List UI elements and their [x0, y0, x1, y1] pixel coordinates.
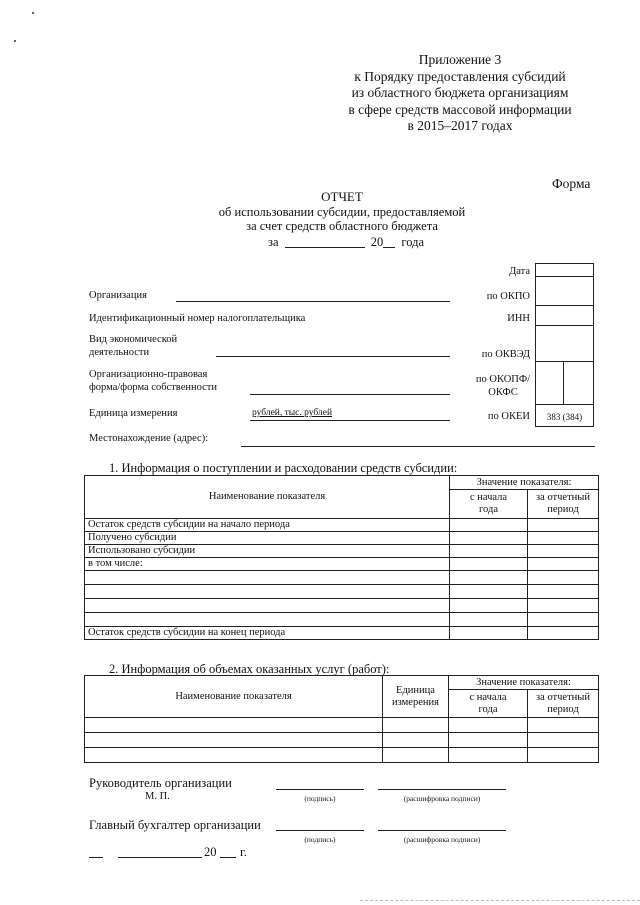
appendix-line: из областного бюджета организациям — [351, 85, 569, 100]
unit-label: Единица измерения — [89, 408, 178, 419]
forma-label: Форма — [552, 176, 591, 191]
table-cell[interactable] — [528, 532, 599, 545]
sign-caption: (подпись) — [304, 835, 336, 844]
scan-speck — [14, 40, 16, 42]
accountant-decode-field[interactable] — [378, 830, 506, 831]
date-month-field[interactable] — [118, 857, 202, 858]
activity-label: Вид экономической деятельности — [89, 334, 178, 358]
s1-col-start: с начала года — [450, 490, 528, 519]
table-cell[interactable] — [528, 613, 599, 627]
date-day-field[interactable] — [89, 857, 103, 858]
table-cell[interactable] — [450, 571, 528, 585]
decode-caption: (расшифровка подписи) — [403, 794, 481, 803]
section2-title: 2. Информация об объемах оказанных услуг (работ): — [109, 662, 390, 676]
s2-col-start: с начала года — [449, 690, 528, 718]
table-cell[interactable] — [449, 748, 528, 763]
codes-divider — [535, 404, 594, 405]
decode-caption: (расшифровка подписи) — [403, 835, 481, 844]
table-cell[interactable] — [528, 627, 599, 640]
report-title-block — [182, 190, 502, 234]
accountant-label: Главный бухгалтер организации — [89, 818, 261, 832]
table-cell[interactable] — [450, 519, 528, 532]
report-period — [268, 235, 468, 250]
date-year-field[interactable] — [220, 857, 236, 858]
table-cell[interactable] — [450, 599, 528, 613]
period-year-suffix: года — [401, 235, 424, 249]
table-row: Остаток средств субсидии на начало периода — [85, 519, 450, 532]
inn-label: Идентификационный номер налогоплательщика — [89, 313, 306, 324]
unit-value: рублей, тыс. рублей — [252, 408, 333, 418]
codes-box — [535, 263, 594, 427]
appendix-line: в сфере средств массовой информации — [348, 101, 572, 117]
location-field[interactable] — [241, 446, 595, 447]
appendix-line: в 2015–2017 годах — [407, 118, 513, 133]
s1-col-value: Значение показателя: — [450, 476, 599, 490]
table-row[interactable] — [85, 718, 383, 733]
table-cell[interactable] — [383, 748, 449, 763]
table-cell[interactable] — [450, 585, 528, 599]
table-cell[interactable] — [450, 627, 528, 640]
scan-edge — [360, 900, 640, 901]
codes-divider — [535, 276, 594, 277]
table-row[interactable] — [85, 613, 450, 627]
okei-value: 383 (384) — [546, 412, 583, 422]
activity-field[interactable] — [216, 356, 450, 357]
report-title: ОТЧЕТ — [321, 189, 363, 204]
table-cell[interactable] — [528, 748, 599, 763]
period-blank — [285, 247, 365, 248]
table-cell[interactable] — [383, 718, 449, 733]
appendix-line: к Порядку предоставления субсидий — [354, 68, 566, 84]
report-subtitle: за счет средств областного бюджета — [246, 219, 438, 233]
s2-col-period: за отчетный период — [528, 690, 599, 718]
codes-divider — [535, 305, 594, 306]
legal-form-field[interactable] — [250, 394, 450, 395]
inn-code-label: ИНН — [507, 313, 530, 324]
table-row[interactable] — [85, 748, 383, 763]
org-label: Организация — [89, 290, 147, 301]
table-row[interactable] — [85, 585, 450, 599]
s1-col-name: Наименование показателя — [85, 476, 450, 519]
table-row[interactable] — [85, 599, 450, 613]
appendix-line: Приложение 3 — [418, 52, 502, 67]
table-cell[interactable] — [528, 545, 599, 558]
table-cell[interactable] — [450, 558, 528, 571]
table-row: Использовано субсидии — [85, 545, 450, 558]
date-label: Дата — [509, 266, 530, 277]
table-row[interactable] — [85, 733, 383, 748]
year-blank — [383, 247, 395, 248]
table-cell[interactable] — [383, 733, 449, 748]
org-field[interactable] — [176, 301, 450, 302]
section2-table — [84, 675, 599, 763]
table-row: Остаток средств субсидии на конец периода — [85, 627, 450, 640]
legal-form-label: Организационно-правовая форма/форма собственности — [89, 369, 217, 393]
date-year-suffix: г. — [240, 845, 247, 859]
period-year-prefix: 20 — [370, 235, 384, 249]
date-year-prefix: 20 — [204, 845, 217, 859]
head-label: Руководитель организации — [89, 776, 232, 790]
table-cell[interactable] — [528, 558, 599, 571]
s2-col-unit: Единица измерения — [383, 676, 449, 718]
codes-divider — [535, 361, 594, 362]
s2-col-name: Наименование показателя — [85, 676, 383, 718]
table-cell[interactable] — [528, 519, 599, 532]
appendix-block — [322, 52, 598, 135]
table-cell[interactable] — [528, 733, 599, 748]
scan-speck — [32, 12, 34, 14]
table-cell[interactable] — [450, 613, 528, 627]
okpo-label: по ОКПО — [486, 291, 530, 302]
okei-label: по ОКЕИ — [487, 411, 530, 422]
section1-table — [84, 475, 599, 640]
s2-col-value: Значение показателя: — [449, 676, 599, 690]
period-za: за — [268, 235, 279, 249]
table-cell[interactable] — [528, 599, 599, 613]
table-cell[interactable] — [528, 718, 599, 733]
stamp-label: М. П. — [145, 791, 170, 802]
table-cell[interactable] — [449, 733, 528, 748]
table-cell[interactable] — [528, 571, 599, 585]
table-cell[interactable] — [450, 532, 528, 545]
table-cell[interactable] — [449, 718, 528, 733]
okved-label: по ОКВЭД — [481, 349, 530, 360]
unit-field — [250, 420, 450, 421]
s1-col-period: за отчетный период — [528, 490, 599, 519]
table-cell[interactable] — [450, 545, 528, 558]
location-label: Местонахождение (адрес): — [89, 433, 209, 444]
accountant-sign-field[interactable] — [276, 830, 364, 831]
table-row: Получено субсидии — [85, 532, 450, 545]
table-row[interactable] — [85, 571, 450, 585]
sign-caption: (подпись) — [304, 794, 336, 803]
okopf-split — [563, 361, 564, 404]
section1-title: 1. Информация о поступлении и расходовании средств субсидии: — [109, 461, 458, 475]
head-sign-field[interactable] — [276, 789, 364, 790]
report-subtitle: об использовании субсидии, предоставляемой — [218, 204, 466, 219]
codes-divider — [535, 325, 594, 326]
head-decode-field[interactable] — [378, 789, 506, 790]
table-row: в том числе: — [85, 558, 450, 571]
table-cell[interactable] — [528, 585, 599, 599]
okopf-label: по ОКОПФ/ ОКФС — [475, 374, 531, 398]
